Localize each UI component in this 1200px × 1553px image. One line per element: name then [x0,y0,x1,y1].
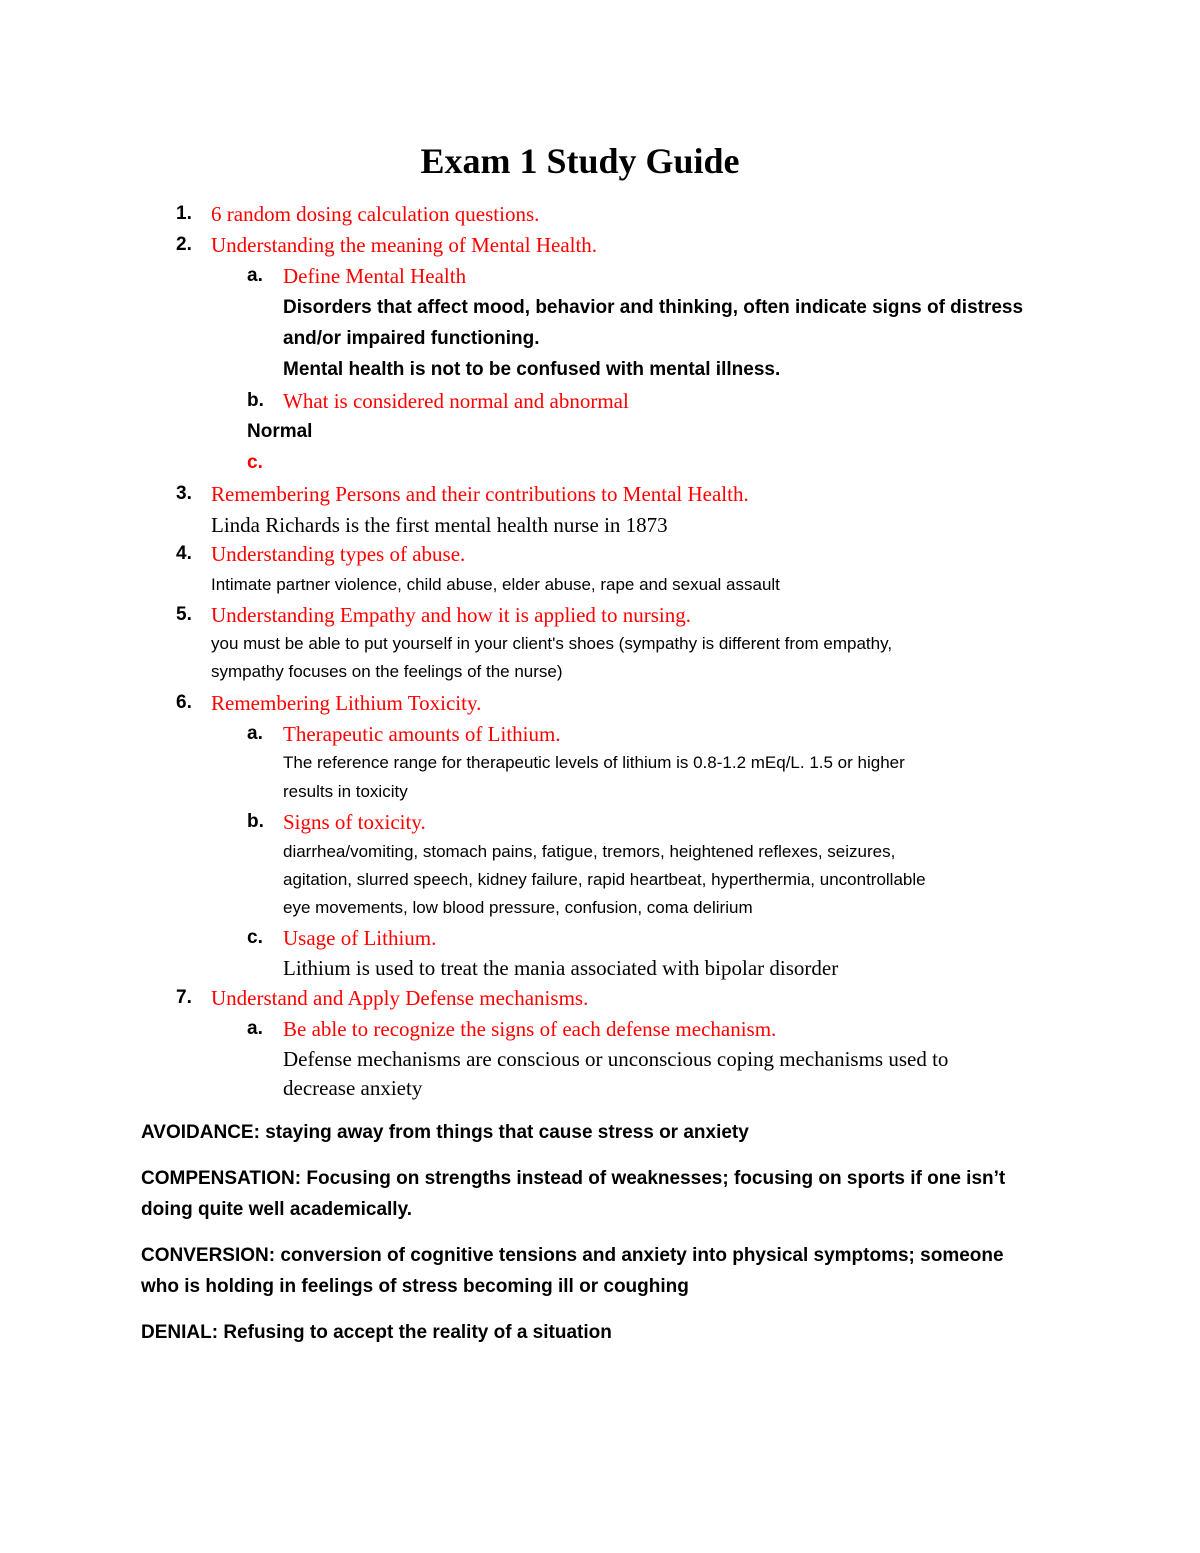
body-text: Defense mechanisms are conscious or unconscious coping mechanisms used to [283,1047,949,1071]
definition-text: : Refusing to accept the reality of a situation [211,1322,612,1343]
body-text: Disorders that affect mood, behavior and thinking, often indicate signs of distress [283,297,1024,318]
list-marker: 2. [176,234,192,255]
definition-avoidance [141,1122,749,1144]
sub-heading: Define Mental Health [283,264,467,288]
list-marker: 1. [176,203,192,224]
body-text: Lithium is used to treat the mania associated with bipolar disorder [283,956,839,980]
body-text: Intimate partner violence, child abuse, elder abuse, rape and sexual assault [211,575,780,594]
body-text: agitation, slurred speech, kidney failure, rapid heartbeat, hyperthermia, uncontrollable [283,870,926,889]
item-heading: Remembering Persons and their contributions to Mental Health. [211,482,749,506]
definition-term: COMPENSATION [141,1168,295,1189]
sub-heading: Be able to recognize the signs of each defense mechanism. [283,1017,777,1041]
body-text: Normal [247,421,313,442]
sub-marker: c. [247,452,263,473]
sub-heading: Signs of toxicity. [283,810,426,834]
list-marker: 6. [176,692,192,713]
body-text: decrease anxiety [283,1076,423,1100]
sub-heading: Therapeutic amounts of Lithium. [283,722,561,746]
sub-marker: a. [247,1018,263,1039]
definition-term: DENIAL [141,1322,212,1343]
item-heading: 6 random dosing calculation questions. [211,202,540,226]
item-heading: Understanding Empathy and how it is applied to nursing. [211,603,692,627]
list-marker: 3. [176,483,192,504]
definition-text: doing quite well academically. [141,1199,413,1220]
item-heading: Remembering Lithium Toxicity. [211,691,482,715]
definition-conversion [141,1245,1004,1267]
list-marker: 5. [176,604,192,625]
body-text: eye movements, low blood pressure, confusion, coma delirium [283,898,753,917]
item-heading: Understanding types of abuse. [211,542,466,566]
list-marker: 4. [176,543,192,564]
body-text: and/or impaired functioning. [283,328,540,349]
sub-heading: Usage of Lithium. [283,926,437,950]
sub-marker: b. [247,811,264,832]
list-marker: 7. [176,987,192,1008]
definition-compensation [141,1168,1005,1190]
definition-term: AVOIDANCE [141,1122,254,1143]
page-title: Exam 1 Study Guide [420,141,740,181]
body-text: Mental health is not to be confused with mental illness. [283,359,781,380]
definition-text: : Focusing on strengths instead of weaknesses; focusing on sports if one isn’t [294,1168,1006,1189]
sub-marker: b. [247,390,264,411]
definition-denial [141,1322,612,1344]
definition-text: : staying away from things that cause stress or anxiety [253,1122,749,1143]
sub-heading: What is considered normal and abnormal [283,389,629,413]
definition-text: : conversion of cognitive tensions and anxiety into physical symptoms; someone [268,1245,1004,1266]
body-text: The reference range for therapeutic levels of lithium is 0.8-1.2 mEq/L. 1.5 or higher [283,753,905,772]
definition-text: who is holding in feelings of stress becoming ill or coughing [141,1276,689,1297]
sub-marker: c. [247,927,263,948]
body-text: Linda Richards is the first mental health nurse in 1873 [211,513,668,537]
body-text: results in toxicity [283,782,408,801]
body-text: sympathy focuses on the feelings of the nurse) [211,662,563,681]
sub-marker: a. [247,723,263,744]
body-text: you must be able to put yourself in your client's shoes (sympathy is different from empathy, [211,634,893,653]
item-heading: Understanding the meaning of Mental Health. [211,233,598,257]
sub-marker: a. [247,265,263,286]
definition-term: CONVERSION [141,1245,269,1266]
item-heading: Understand and Apply Defense mechanisms. [211,986,589,1010]
body-text: diarrhea/vomiting, stomach pains, fatigue, tremors, heightened reflexes, seizures, [283,842,896,861]
